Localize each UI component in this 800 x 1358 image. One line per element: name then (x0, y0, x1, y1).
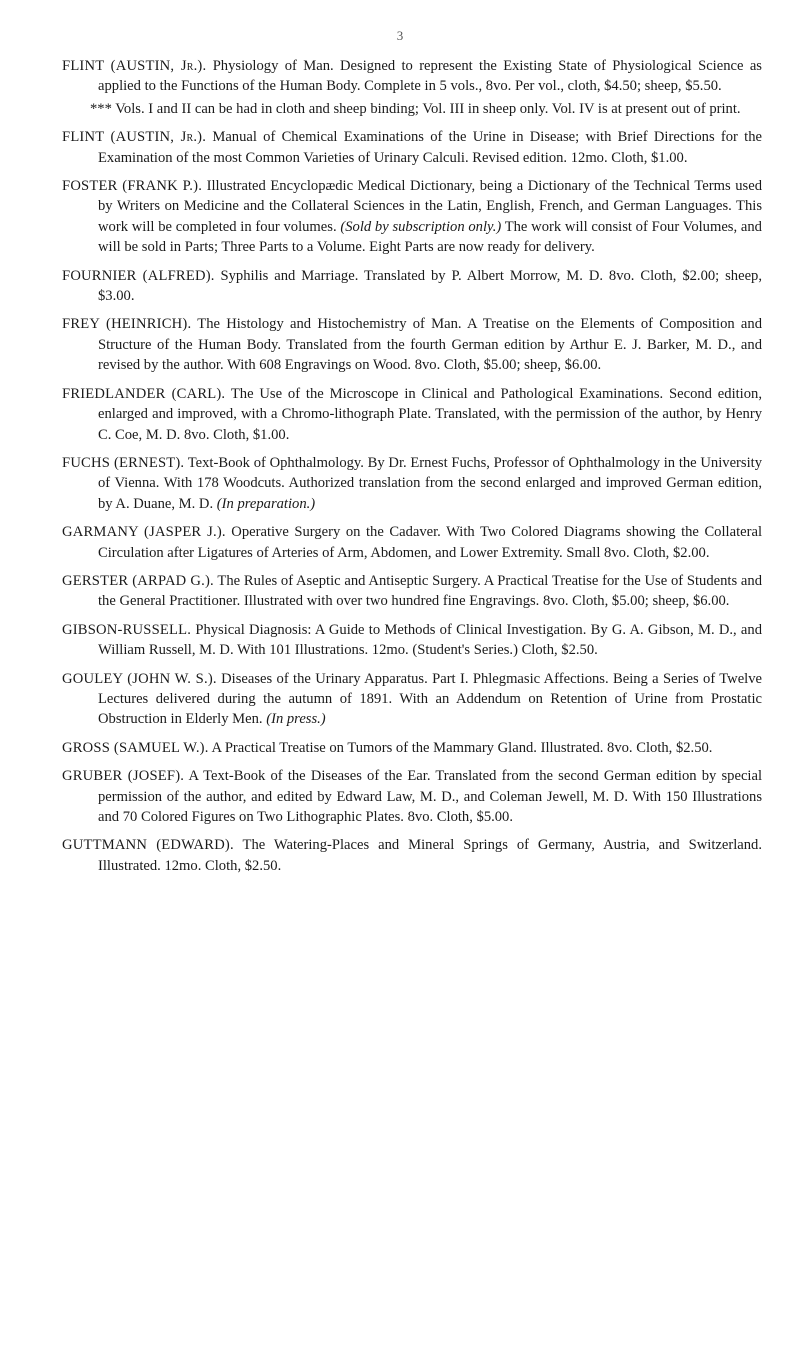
catalog-entry (62, 571, 762, 612)
entry-text: Diseases of the Urinary Apparatus. Part I. Phlegmasic Affections. Being a Series of Twelve Lectures delivered during the autumn of 1891. With an Addendum on Retention of Urine from Prostatic Obstruction in Elderly Men. (98, 670, 763, 728)
entry-author: FOSTER (FRANK P.). (62, 178, 203, 195)
catalog-entry (62, 620, 762, 661)
entry-text: The Rules of Aseptic and Antiseptic Surgery. A Practical Treatise for the Use of Students and the General Practitioner. Illustrated with over two hundred fine Engravings. 8vo. Cloth, $5.00; sheep, $6.00. (98, 572, 763, 610)
entry-author: FREY (HEINRICH). (62, 316, 192, 333)
catalog-entry (62, 176, 762, 258)
entry-text: The Watering-Places and Mineral Springs of Germany, Austria, and Switzerland. Illustrated. 12mo. Cloth, $2.50. (98, 837, 762, 874)
catalog-entry (62, 127, 762, 168)
catalog-entry (62, 669, 762, 730)
catalog-entry (62, 314, 762, 375)
catalog-entry (62, 835, 762, 876)
entry-author: GIBSON-RUSSELL. (62, 621, 192, 638)
entry-text: Manual of Chemical Examinations of the Urine in Disease; with Brief Directions for the Examination of the most Common Varieties of Urinary Calculi. Revised edition. 12mo. Cloth, $1.00. (98, 129, 762, 166)
entry-text: The Histology and Histochemistry of Man. A Treatise on the Elements of Composition and Structure of the Human Body. Translated from the fourth German edition by Arthur E. J. Barker, M. D., and revised by the author. With 608 Engravings on Wood. 8vo. Cloth, $5.00; sheep, $6.00. (98, 316, 762, 374)
entry-italic-note: (In preparation.) (216, 495, 316, 512)
entry-author: GERSTER (ARPAD G.). (62, 572, 214, 589)
entry-author: FLINT (AUSTIN, Jr.). (62, 58, 207, 74)
catalog-entry (62, 738, 762, 758)
entry-text-after: The work will consist of Four Volumes, and will be sold in Parts; Three Parts to a Volume. Eight Parts are now ready for delivery. (98, 218, 762, 256)
entry-text: Physical Diagnosis: A Guide to Methods of Clinical Investigation. By G. A. Gibson, M. D., and William Russell, M. D. With 101 Illustrations. 12mo. (Student's Series.) Cloth, $2.50. (98, 621, 762, 659)
entry-author: GUTTMANN (EDWARD). (62, 837, 234, 854)
entry-text: Illustrated Encyclopædic Medical Dictionary, being a Dictionary of the Technical Terms used by Writers on Medicine and the Collateral Sciences in the Latin, English, French, and German Languages. This work will be completed in four volumes. (98, 178, 762, 235)
entry-author: FUCHS (ERNEST). (62, 454, 185, 471)
catalog-entries (62, 56, 762, 884)
entry-italic-note: (In press.) (266, 711, 326, 728)
page-number: 3 (396, 28, 404, 43)
entry-author: GARMANY (JASPER J.). (62, 524, 226, 541)
catalog-entry (62, 56, 762, 97)
catalog-entry (62, 522, 762, 563)
entry-author: FOURNIER (ALFRED). (62, 267, 215, 284)
entry-text: A Text-Book of the Diseases of the Ear. Translated from the second German edition by special permission of the author, and edited by Edward Law, M. D., and Coleman Jewell, M. D. With 150 Illustrations and 70 Colored Figures on Two Lithographic Plates. 8vo. Cloth, $5.00. (98, 768, 763, 825)
entry-author: GROSS (SAMUEL W.). (62, 739, 209, 756)
entry-text: A Practical Treatise on Tumors of the Mammary Gland. Illustrated. 8vo. Cloth, $2.50. (211, 739, 713, 756)
entry-author: FRIEDLANDER (CARL). (62, 385, 226, 402)
entry-text: The Use of the Microscope in Clinical and Pathological Examinations. Second edition, enlarged and improved, with a Chromo-lithograph Plate. Translated, with the permission of the author, by Henry C. Coe, M. D. 8vo. Cloth, $1.00. (98, 385, 762, 443)
entry-author: GRUBER (JOSEF). (62, 768, 185, 785)
catalog-entry (62, 453, 762, 514)
entry-italic-note: (Sold by subscription only.) (340, 218, 502, 235)
catalog-entry (62, 384, 762, 445)
entry-text: Physiology of Man. Designed to represent the Existing State of Physiological Science as applied to the Functions of the Human Body. Complete in 5 vols., 8vo. Per vol., cloth, $4.50; sheep, $5.50. (98, 58, 762, 95)
entry-note: *** Vols. I and II can be had in cloth and sheep binding; Vol. III in sheep only. Vol. IV is at present out of print. (90, 100, 741, 117)
entry-author: GOULEY (JOHN W. S.). (62, 670, 217, 687)
entry-text: Syphilis and Marriage. Translated by P. Albert Morrow, M. D. 8vo. Cloth, $2.00; sheep, $3.00. (98, 267, 762, 305)
catalog-entry (62, 266, 762, 307)
entry-text: Operative Surgery on the Cadaver. With Two Colored Diagrams showing the Collateral Circulation after Ligatures of Arteries of Arm, Abdomen, and Lower Extremity. Small 8vo. Cloth, $2.00. (98, 524, 762, 561)
catalog-entry (62, 766, 762, 827)
entry-text: Text-Book of Ophthalmology. By Dr. Ernest Fuchs, Professor of Ophthalmology in the University of Vienna. With 178 Woodcuts. Authorized translation from the second enlarged and improved German edition, by A. Duane, M. D. (98, 454, 762, 512)
entry-author: FLINT (AUSTIN, Jr.). (62, 129, 207, 146)
